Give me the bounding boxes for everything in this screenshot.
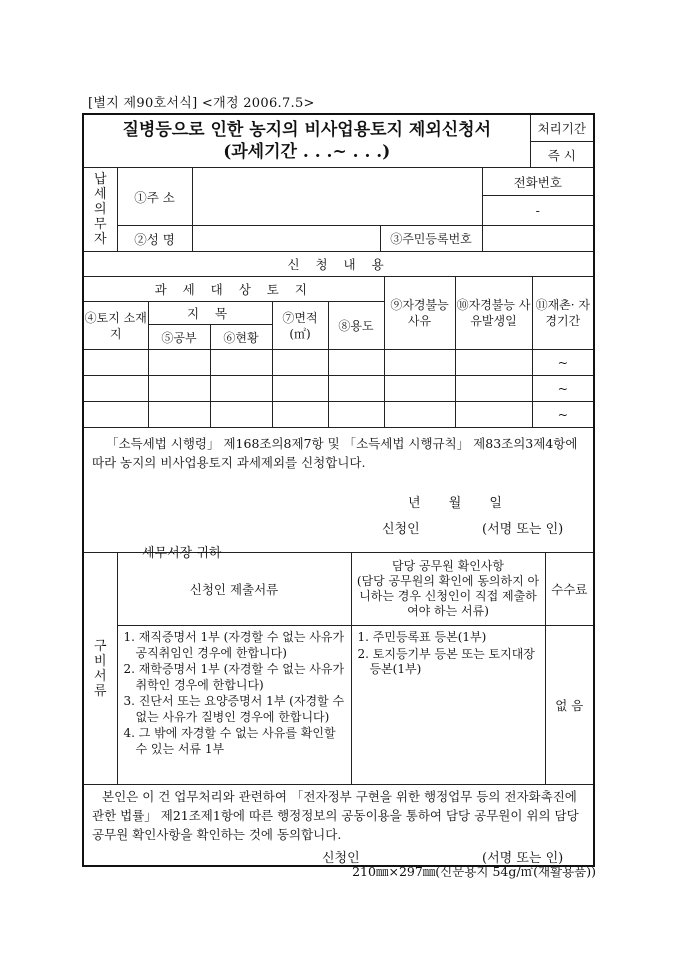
consent-applicant-label: 신청인 bbox=[322, 851, 360, 866]
request-table bbox=[84, 252, 593, 428]
consent-text: 본인은 이 건 업무처리와 관련하여 「전자정부 구현을 위한 행정업무 등의 전자화촉진에 관한 법률」 제21조제1항에 따른 행정정보의 공동이용을 통하여 담당 공무원이 위의 담당 공무원 확인사항을 확인하는 것에 동의합니다. bbox=[92, 789, 579, 842]
declaration-block bbox=[84, 428, 593, 561]
request-header: 신 청 내 용 bbox=[84, 252, 593, 277]
reason-header: ⑨자경불능 사유 bbox=[384, 277, 455, 350]
taxpayer-table bbox=[84, 168, 593, 252]
phone-label: 전화번호 bbox=[482, 168, 593, 196]
list-item: 2. 재학증명서 1부 (자경할 수 없는 사유가 취학인 경우에 한합니다) bbox=[123, 662, 345, 692]
official-category-header: ⑤공부 bbox=[148, 325, 210, 350]
taxpayer-section-label: 납 세 의 무 자 bbox=[84, 168, 117, 252]
list-item: 3. 진단서 또는 요양증명서 1부 (자경할 수 없는 사유가 질병인 경우에 한합니다) bbox=[123, 694, 345, 724]
form-number-note: [별지 제90호서식] <개정 2006.7.5> bbox=[88, 96, 315, 111]
period-cell[interactable]: ~ bbox=[532, 350, 593, 376]
title-line-1: 질병등으로 인한 농지의 비사업용토지 제외신청서 bbox=[122, 120, 492, 140]
address-label: ①주 소 bbox=[117, 168, 192, 226]
declaration-text: 「소득세법 시행령」 제168조의8제7항 및 「소득세법 시행규칙」 제83조의3제4항에 따라 농지의 비사업용토지 과세제외를 신청합니다. bbox=[92, 436, 578, 470]
application-form bbox=[82, 113, 595, 867]
occurrence-date-header: ⑩자경불능 사유발생일 bbox=[455, 277, 532, 350]
title-line-2: (과세기간 . . .~ . . .) bbox=[223, 142, 391, 162]
address-field[interactable] bbox=[192, 168, 482, 226]
processing-period-label: 처리기간 bbox=[530, 115, 593, 142]
officer-check-header: 담당 공무원 확인사항 (담당 공무원의 확인에 동의하지 아니하는 경우 신청인이 직접 제출하여야 하는 서류) bbox=[351, 553, 545, 626]
applicant-docs-list bbox=[117, 626, 351, 785]
name-label: ②성 명 bbox=[117, 226, 192, 252]
area-header: ⑦면적 (㎡) bbox=[272, 302, 328, 350]
date-line: 년 월 일 bbox=[408, 496, 502, 511]
title-table bbox=[84, 115, 593, 168]
applicant-docs-header: 신청인 제출서류 bbox=[117, 553, 351, 626]
fee-value: 없 음 bbox=[545, 626, 593, 785]
applicant-sign[interactable]: (서명 또는 인) bbox=[482, 522, 564, 537]
land-category-header: 지 목 bbox=[148, 302, 272, 325]
documents-section-label: 구 비 서 류 bbox=[84, 553, 117, 785]
form-title bbox=[84, 115, 530, 168]
processing-period-value: 즉 시 bbox=[530, 142, 593, 168]
consent-block bbox=[84, 785, 593, 865]
consent-sign[interactable]: (서명 또는 인) bbox=[482, 851, 564, 866]
table-row bbox=[84, 376, 593, 402]
list-item: 2. 토지등기부 등본 또는 토지대장 등본(1부) bbox=[357, 646, 535, 676]
documents-table bbox=[84, 553, 593, 785]
current-category-header: ⑥현황 bbox=[210, 325, 272, 350]
applicant-label: 신청인 bbox=[382, 522, 420, 537]
list-item: 1. 재직증명서 1부 (자경할 수 없는 사유가 공직취임인 경우에 한합니다) bbox=[123, 630, 345, 660]
table-row bbox=[84, 350, 593, 376]
list-item: 1. 주민등록표 등본(1부) bbox=[357, 630, 487, 644]
list-item: 4. 그 밖에 자경할 수 없는 사유를 확인할 수 있는 서류 1부 bbox=[123, 726, 336, 756]
table-row bbox=[84, 402, 593, 428]
period-cell[interactable]: ~ bbox=[532, 376, 593, 402]
paper-spec-note: 210㎜×297㎜(신문용지 54g/㎡(재활용품)) bbox=[352, 864, 596, 879]
target-land-header: 과 세 대 상 토 지 bbox=[84, 277, 384, 302]
use-header: ⑧용도 bbox=[328, 302, 384, 350]
land-location-header: ④토지 소재지 bbox=[84, 302, 148, 350]
fee-header: 수수료 bbox=[545, 553, 593, 626]
name-field[interactable] bbox=[192, 226, 380, 252]
addressee: 세무서장 귀하 bbox=[142, 546, 222, 561]
resident-id-field[interactable] bbox=[482, 226, 593, 252]
officer-docs-list bbox=[351, 626, 545, 785]
period-cell[interactable]: ~ bbox=[532, 402, 593, 428]
resident-id-label: ③주민등록번호 bbox=[380, 226, 482, 252]
residence-period-header: ⑪재촌· 자경기간 bbox=[532, 277, 593, 350]
phone-field[interactable]: - bbox=[482, 196, 593, 226]
